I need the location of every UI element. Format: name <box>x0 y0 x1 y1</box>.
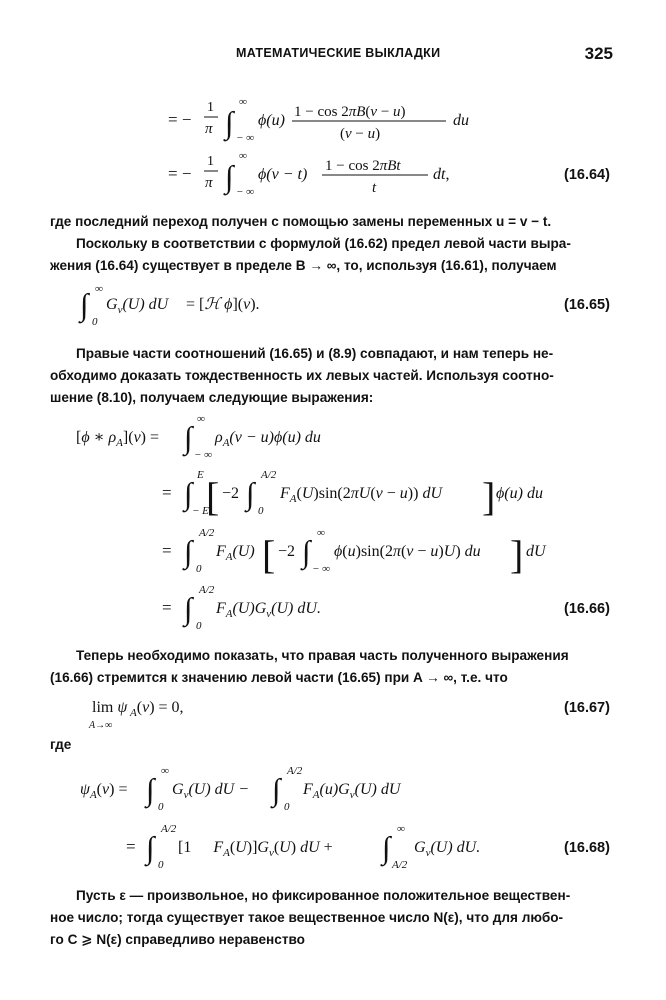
svg-text:∫: ∫ <box>225 159 234 194</box>
svg-text:1 − cos 2πB(v − u): 1 − cos 2πB(v − u) <box>294 104 406 120</box>
svg-text:0: 0 <box>158 859 164 871</box>
svg-text:∫: ∫ <box>146 830 155 865</box>
svg-text:= [ℋ ϕ](v).: = [ℋ ϕ](v). <box>186 296 260 313</box>
svg-text:[ϕ ∗ ρA](v) =: [ϕ ∗ $\rho_A](v)$ = <box>76 429 160 449</box>
paragraph: где последний переход получен с помощью замены переменных u = v − t. <box>50 214 552 229</box>
svg-text:0: 0 <box>258 505 264 517</box>
svg-text:A/2: A/2 <box>261 469 277 481</box>
svg-text:∞: ∞ <box>317 527 325 539</box>
equation-16-65 <box>0 280 666 336</box>
svg-text:∞: ∞ <box>197 413 205 425</box>
svg-text:du: du <box>453 112 469 129</box>
svg-text:dt,: dt, <box>433 166 450 183</box>
equation-16-64 <box>0 88 666 200</box>
svg-text:1 − cos 2πBt: 1 − cos 2πBt <box>325 158 401 174</box>
svg-text:lim ψ A(v) = 0,: lim ψ $_A$(v) = 0, <box>92 699 184 719</box>
svg-text:1: 1 <box>207 100 214 115</box>
equation-number: (16.67) <box>564 700 610 716</box>
svg-text:= −: = − <box>168 110 192 129</box>
svg-text:=: = <box>126 837 136 856</box>
svg-text:− E: − E <box>192 505 209 517</box>
svg-text:∫: ∫ <box>80 287 89 322</box>
svg-text:∫: ∫ <box>184 420 193 455</box>
svg-text:]: ] <box>510 532 524 577</box>
svg-text:∫: ∫ <box>246 476 255 511</box>
svg-text:ϕ(u): ϕ(u) <box>258 112 285 129</box>
svg-text:0: 0 <box>158 801 164 813</box>
svg-text:∫: ∫ <box>272 772 281 807</box>
svg-text:0: 0 <box>196 563 202 575</box>
svg-text:∫: ∫ <box>184 534 193 569</box>
svg-text:∞: ∞ <box>397 823 405 835</box>
svg-text:t: t <box>372 180 377 196</box>
paragraph: Правые части соотношений (16.65) и (8.9) совпадают, и нам теперь не- обходимо доказать тождественность их левых частей. Используя соотно- шение (8.10), получаем следующие выражения: <box>50 346 554 405</box>
equation-16-68 <box>0 760 666 878</box>
svg-text:Gv(U) dU −: $G_v(U)$ dU − <box>172 781 250 801</box>
svg-text:E: E <box>197 469 204 481</box>
svg-text:=: = <box>162 598 172 617</box>
svg-text:A/2: A/2 <box>287 765 303 777</box>
svg-text:Gv(U) dU: $G_v(U)$ dU <box>106 296 169 316</box>
svg-text:A/2: A/2 <box>392 859 408 871</box>
svg-text:∞: ∞ <box>239 150 247 162</box>
svg-text:− ∞: − ∞ <box>312 563 331 575</box>
svg-text:ψA(v) =: $\psi_A(v)$ = <box>80 781 128 801</box>
running-head <box>0 44 666 68</box>
svg-text:A/2: A/2 <box>161 823 177 835</box>
svg-text:−2: −2 <box>222 485 240 502</box>
svg-text:[: [ <box>206 474 220 519</box>
svg-text:− ∞: − ∞ <box>236 186 255 198</box>
svg-text:ρA(v − u)ϕ(u) du: $\rho_A(v - u)\phi(u)$ du <box>215 429 321 449</box>
svg-text:A→∞: A→∞ <box>89 720 113 731</box>
svg-text:A/2: A/2 <box>199 584 215 596</box>
svg-text:∫: ∫ <box>184 476 193 511</box>
svg-text:∫: ∫ <box>302 534 311 569</box>
svg-text:Gv(U) dU.: $G_v(U)$ dU. <box>414 839 481 859</box>
svg-text:∫: ∫ <box>225 105 234 140</box>
svg-text:1: 1 <box>207 154 214 169</box>
svg-text:(v − u): (v − u) <box>340 126 381 142</box>
svg-text:∫: ∫ <box>382 830 391 865</box>
paragraph: Теперь необходимо показать, что правая часть полученного выражения (16.66) стремится к значению левой части (16.65) при A → ∞, т.е. что <box>50 648 569 685</box>
equation-number: (16.66) <box>564 601 610 617</box>
svg-text:FA(U)Gv(U) dU.: $F_A(U)G_v(U)$ dU. <box>216 600 321 620</box>
svg-text:∫: ∫ <box>184 591 193 626</box>
svg-text:0: 0 <box>92 316 98 328</box>
svg-text:0: 0 <box>196 620 202 632</box>
svg-text:=: = <box>162 541 172 560</box>
svg-text:∞: ∞ <box>161 765 169 777</box>
equation-16-67 <box>0 692 666 736</box>
svg-text:A/2: A/2 <box>199 527 215 539</box>
svg-text:ϕ(u)sin(2π(v − u)U) du: ϕ(u)sin(2π(v − u)U) du <box>334 543 481 560</box>
svg-text:dU: dU <box>526 543 546 560</box>
equation-16-66 <box>0 408 666 640</box>
equation-number: (16.68) <box>564 840 610 856</box>
svg-text:π: π <box>205 175 213 191</box>
svg-text:]: ] <box>482 474 496 519</box>
where-word: где <box>50 737 72 752</box>
equation-number: (16.64) <box>564 167 610 183</box>
paragraph: Поскольку в соответствии с формулой (16.62) предел левой части выра- жения (16.64) существует в пределе B → ∞, то, используя (16.61), получаем <box>50 236 571 273</box>
svg-text:− ∞: − ∞ <box>194 449 213 461</box>
svg-text:0: 0 <box>284 801 290 813</box>
svg-text:FA(U)sin(2πU(v − u)) dU: $F_A(U)\sin(2\pi U(v - u))$ dU <box>280 485 442 505</box>
equation-number: (16.65) <box>564 297 610 313</box>
svg-text:ϕ(v − t): ϕ(v − t) <box>258 166 308 183</box>
svg-text:ϕ(u) du: ϕ(u) du <box>496 485 543 502</box>
paragraph: Пусть ε — произвольное, но фиксированное положительное веществен- ное число; тогда существует такое вещественное число N(ε), что для любо- го C ⩾ N(ε) справедливо неравенство <box>50 888 571 947</box>
svg-text:FA(u)Gv(U) dU: $F_A(u)G_v(U)$ dU <box>303 781 401 801</box>
svg-text:∫: ∫ <box>146 772 155 807</box>
svg-text:= −: = − <box>168 164 192 183</box>
svg-text:∞: ∞ <box>95 283 103 295</box>
svg-text:=: = <box>162 483 172 502</box>
svg-text:−2: −2 <box>278 543 296 560</box>
svg-text:[1 FA(U)]Gv(U) dU +: [1 $F_A(U)]G_v(U)$ dU + <box>178 839 333 859</box>
running-title: МАТЕМАТИЧЕСКИЕ ВЫКЛАДКИ <box>236 46 441 60</box>
svg-text:∞: ∞ <box>239 96 247 108</box>
svg-text:[: [ <box>262 532 276 577</box>
page-number: 325 <box>584 44 613 63</box>
svg-text:FA(U): $F_A(U)$ <box>216 543 255 563</box>
svg-text:− ∞: − ∞ <box>236 132 255 144</box>
svg-text:π: π <box>205 121 213 137</box>
